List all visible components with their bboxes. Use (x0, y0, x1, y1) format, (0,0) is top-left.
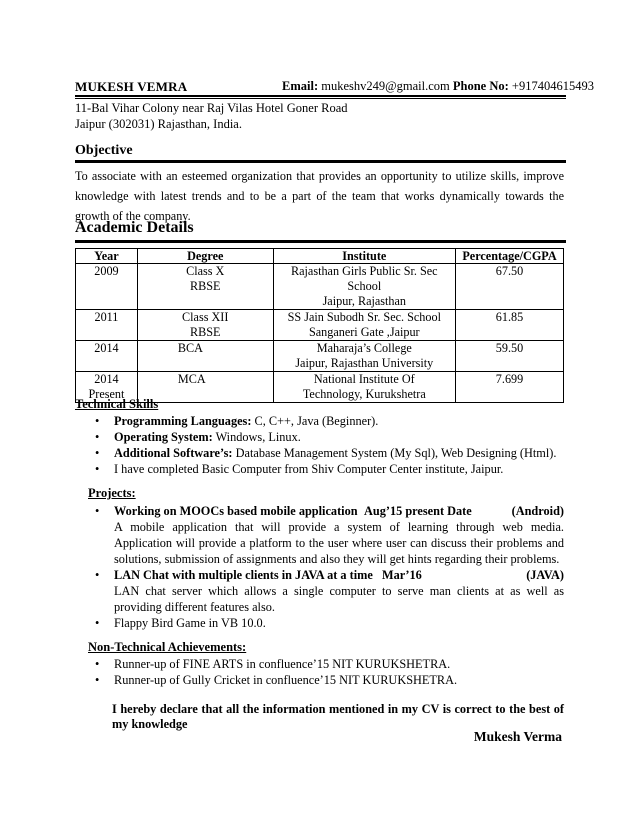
score-cell: 7.699 (495, 372, 524, 386)
list-item (90, 672, 564, 688)
score-cell: 59.50 (495, 341, 524, 355)
col-header-year: Year (76, 249, 138, 264)
bullet-icon: • (95, 504, 100, 518)
institute-cell: Maharaja’s College (316, 341, 412, 355)
technical-skills-title: Technical Skills (75, 397, 159, 411)
projects-title: Projects: (88, 486, 136, 500)
institute-location-cell: Jaipur, Rajasthan University (295, 356, 434, 370)
address-line-2: Jaipur (302031) Rajasthan, India. (75, 117, 242, 131)
project-name: Working on MOOCs based mobile application (114, 504, 358, 518)
academic-table (75, 248, 564, 403)
project-description: A mobile application that will provide a system of learning through web media. Application will provide a platform to the user where user can discuss their problems and solutions, submission of assignments and also they will get hints regarding their problems. (114, 520, 564, 566)
col-header-percentage: Percentage/CGPA (456, 249, 564, 264)
col-header-institute: Institute (273, 249, 455, 264)
year-present-cell: Present (88, 387, 125, 401)
skill-text: C, C++, Java (Beginner). (251, 414, 379, 428)
list-item (90, 656, 564, 672)
list-item (90, 413, 564, 429)
degree-cell: BCA (177, 341, 203, 355)
project-heading (114, 567, 564, 583)
degree-cell: MCA (177, 372, 206, 386)
skill-label: Additional Software’s: (114, 446, 233, 460)
declaration-text: I hereby declare that all the information mentioned in my CV is correct to the best of my knowledge (112, 702, 564, 731)
candidate-name: MUKESH VEMRA (75, 79, 188, 94)
score-cell: 67.50 (495, 264, 524, 278)
bullet-icon: • (95, 430, 100, 444)
email-label: Email: (282, 79, 319, 93)
degree-cell: Class X (186, 264, 225, 278)
institute-cell: SS Jain Subodh Sr. Sec. School (287, 310, 441, 324)
score-cell: 61.85 (495, 310, 524, 324)
institute-location-cell: Jaipur, Rajasthan (322, 294, 407, 308)
year-cell: 2011 (94, 310, 119, 324)
signature: Mukesh Verma (473, 729, 562, 744)
list-item (90, 429, 564, 445)
year-cell: 2014 (94, 341, 119, 355)
skill-text: Database Management System (My Sql), Web Designing (Html). (232, 446, 557, 460)
project-date: Mar’16 (382, 568, 422, 582)
email-value: mukeshv249@gmail.com (321, 79, 450, 93)
institute-cell: Rajasthan Girls Public Sr. Sec School (291, 264, 438, 293)
bullet-icon: • (95, 414, 100, 428)
table-row (76, 264, 564, 310)
skill-text: Windows, Linux. (212, 430, 301, 444)
skill-label: Operating System: (114, 430, 213, 444)
list-item (90, 503, 564, 567)
bullet-icon: • (95, 657, 100, 671)
skill-text: I have completed Basic Computer from Shiv Computer Center institute, Jaipur. (114, 462, 504, 476)
list-item (90, 615, 564, 631)
objective-text: To associate with an esteemed organization that provides an opportunity to utilize skills, improve knowledge with latest trends and to be a part of the team that works dynamically towards the growth of the company. (75, 169, 564, 223)
list-item (90, 445, 564, 461)
academic-rule (75, 240, 566, 243)
bullet-icon: • (95, 446, 100, 460)
non-technical-list (90, 656, 564, 688)
objective-title: Objective (75, 143, 133, 158)
project-description: Flappy Bird Game in VB 10.0. (114, 616, 266, 630)
year-cell: 2014 (94, 372, 119, 386)
project-description: LAN chat server which allows a single computer to serve man clients at as well as providing different features also. (114, 584, 564, 614)
phone-label: Phone No: (452, 79, 509, 93)
degree-board-cell: RBSE (189, 279, 221, 293)
bullet-icon: • (95, 568, 100, 582)
institute-cell: National Institute Of (313, 372, 415, 386)
table-row (76, 341, 564, 372)
academic-header-row (76, 249, 564, 264)
project-heading (114, 503, 564, 519)
list-item (90, 567, 564, 615)
bullet-icon: • (95, 616, 100, 630)
objective-rule (75, 160, 566, 163)
bullet-icon: • (95, 673, 100, 687)
year-cell: 2009 (94, 264, 119, 278)
header-rule (75, 95, 566, 97)
technical-skills-list (90, 413, 564, 477)
project-tech: (JAVA) (526, 568, 564, 582)
skill-label: Programming Languages: (114, 414, 252, 428)
projects-list (90, 503, 564, 631)
header-rule-thin (75, 98, 566, 99)
academic-title: Academic Details (75, 219, 194, 236)
project-date: Aug’15 present Date (364, 504, 472, 518)
project-tech: (Android) (511, 504, 564, 518)
institute-location-cell: Sanganeri Gate ,Jaipur (308, 325, 420, 339)
address-line-1: 11-Bal Vihar Colony near Raj Vilas Hotel Goner Road (75, 101, 348, 115)
col-header-degree: Degree (137, 249, 273, 264)
achievement-text: Runner-up of FINE ARTS in confluence’15 NIT KURUKSHETRA. (114, 657, 451, 671)
table-row (76, 310, 564, 341)
degree-cell: Class XII (182, 310, 229, 324)
bullet-icon: • (95, 462, 100, 476)
non-technical-title: Non-Technical Achievements: (88, 640, 247, 654)
list-item (90, 461, 564, 477)
project-name: LAN Chat with multiple clients in JAVA at a time (114, 568, 373, 582)
degree-board-cell: RBSE (189, 325, 221, 339)
phone-value: +917404615493 (511, 79, 594, 93)
achievement-text: Runner-up of Gully Cricket in confluence’15 NIT KURUKSHETRA. (114, 673, 458, 687)
contact-line (282, 79, 594, 94)
institute-location-cell: Technology, Kurukshetra (302, 387, 426, 401)
